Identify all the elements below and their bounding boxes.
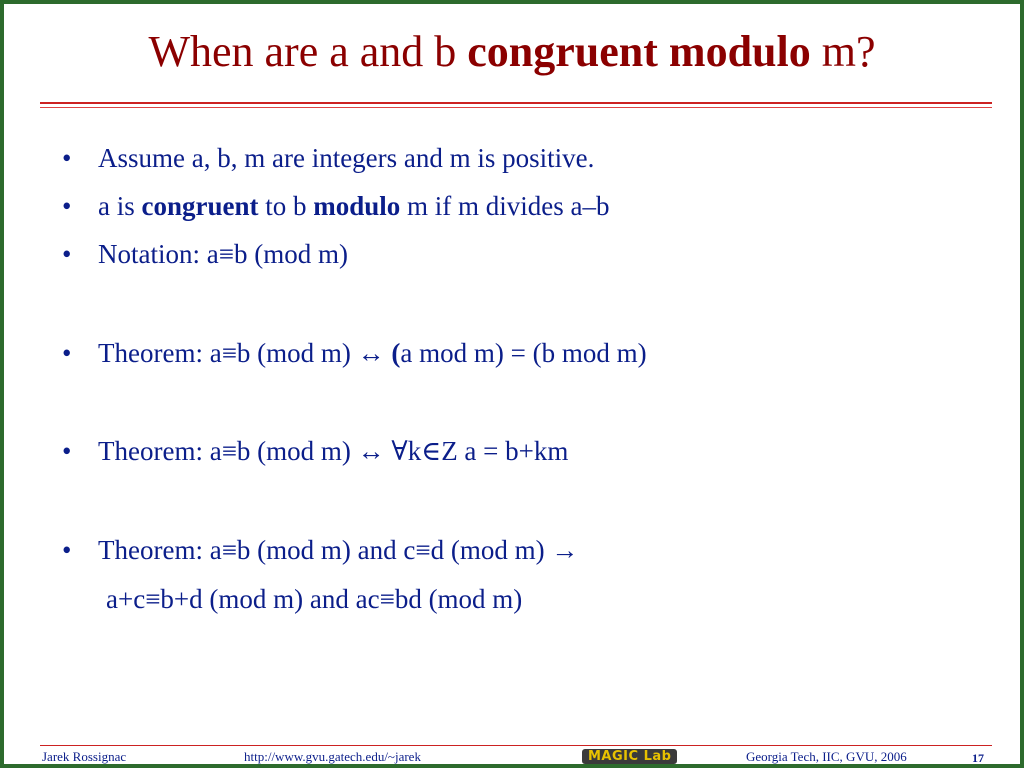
- title-prefix: When are a and b: [148, 27, 468, 76]
- iff-arrow-icon: ↔: [357, 436, 385, 466]
- bullet-list: [4, 4, 1020, 764]
- page-number: 17: [972, 751, 984, 765]
- bullet-item-notation: [62, 237, 348, 271]
- footer-author: Jarek Rossignac: [42, 749, 127, 764]
- bullet-text: m if m divides a–b: [400, 191, 610, 221]
- bullet-text: Theorem: a≡b (mod m): [98, 436, 358, 466]
- bullet-text: Notation: a≡b (mod m): [98, 239, 348, 269]
- bullet-item-theorem-mod: [62, 336, 647, 370]
- magic-lab-logo: MAGIC Lab: [582, 749, 677, 764]
- bullet-dot: •: [62, 191, 72, 221]
- implies-arrow-icon: →: [551, 535, 579, 565]
- bullet-item-definition: [62, 189, 610, 223]
- bullet-bold-text: congruent: [141, 191, 259, 221]
- footer-organization: Georgia Tech, IIC, GVU, 2006: [746, 749, 907, 764]
- title-suffix: m?: [810, 27, 876, 76]
- bullet-bold-text: modulo: [313, 191, 401, 221]
- footer-url[interactable]: http://www.gvu.gatech.edu/~jarek: [244, 749, 421, 764]
- footer-divider: [40, 745, 992, 746]
- bullet-text: Assume a, b, m are integers and m is positive.: [98, 143, 595, 173]
- bullet-text: a+c≡b+d (mod m) and ac≡bd (mod m): [106, 584, 523, 614]
- bullet-item-theorem-sum-product: [62, 533, 579, 567]
- bullet-text: Theorem: a≡b (mod m): [98, 338, 358, 368]
- bullet-item-continuation: [106, 582, 522, 616]
- bullet-text: a mod m) = (b mod m): [400, 338, 647, 368]
- bullet-dot: •: [62, 143, 72, 173]
- bullet-dot: •: [62, 436, 72, 466]
- bullet-text: ∀k∈Z a = b+km: [384, 436, 569, 466]
- bullet-item-assume: [62, 141, 595, 175]
- bullet-text: to b: [258, 191, 314, 221]
- bullet-dot: •: [62, 535, 72, 565]
- bullet-text: Theorem: a≡b (mod m) and c≡d (mod m): [98, 535, 552, 565]
- iff-arrow-icon: ↔ (: [357, 338, 401, 368]
- bullet-dot: •: [62, 239, 72, 269]
- title-bold: congruent modulo: [467, 27, 811, 76]
- bullet-text: a is: [98, 191, 142, 221]
- bullet-item-theorem-multiple: [62, 434, 569, 468]
- bullet-dot: •: [62, 338, 72, 368]
